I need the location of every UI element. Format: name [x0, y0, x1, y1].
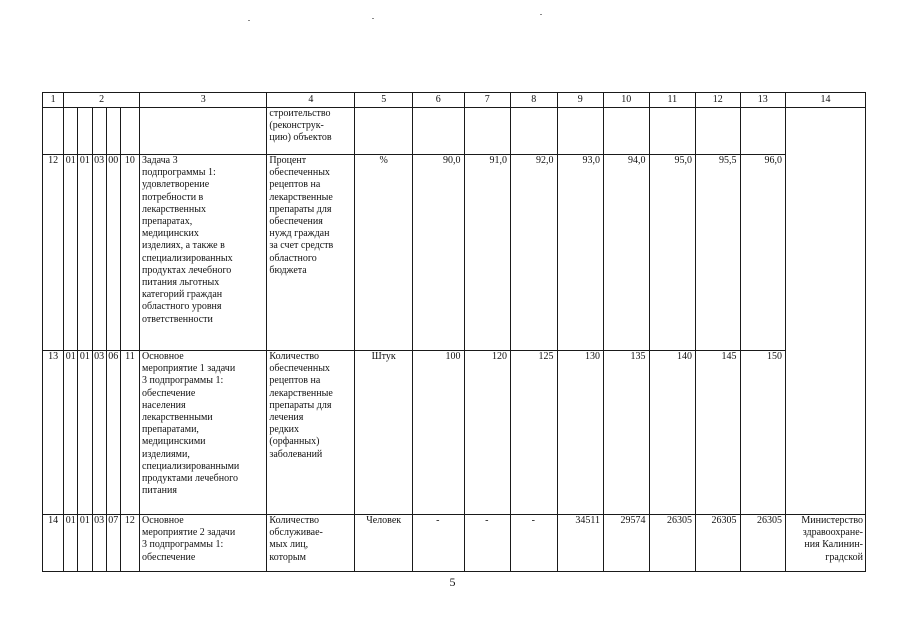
value-cell: - [413, 515, 465, 572]
table-row-13 [43, 351, 866, 515]
header-cell-6: 6 [413, 93, 465, 108]
continuation-indicator: строительство (реконструк- цию) объектов [267, 108, 355, 155]
header-cell-5: 5 [355, 93, 413, 108]
continuation-row [43, 108, 866, 155]
value-cell: - [511, 515, 558, 572]
unit-cell: % [355, 155, 413, 351]
value-cell: 96,0 [740, 155, 785, 351]
value-cell: 145 [696, 351, 740, 515]
code-cell: 06 [106, 351, 120, 515]
row-number: 14 [43, 515, 64, 572]
value-cell: 120 [464, 351, 511, 515]
value-cell: 135 [604, 351, 649, 515]
unit-cell: Штук [355, 351, 413, 515]
table-row-12 [43, 155, 866, 351]
unit-cell: Человек [355, 515, 413, 572]
page-number: 5 [449, 575, 456, 589]
task-name: Основное мероприятие 2 задачи 3 подпрограммы 1: обеспечение [140, 515, 267, 572]
value-cell: 95,5 [696, 155, 740, 351]
task-name: Основное мероприятие 1 задачи 3 подпрограммы 1: обеспечение населения лекарственными препаратами, медицинскими изделиями, специализированными продуктами лечебного питания [140, 351, 267, 515]
code-cell: 01 [64, 515, 78, 572]
header-cell-14: 14 [785, 93, 865, 108]
header-cell-10: 10 [604, 93, 649, 108]
header-cell-4: 4 [267, 93, 355, 108]
value-cell: 94,0 [604, 155, 649, 351]
header-cell-13: 13 [740, 93, 785, 108]
value-cell: 150 [740, 351, 785, 515]
code-cell: 11 [120, 351, 139, 515]
value-cell: 26305 [740, 515, 785, 572]
responsible-cell-merged [785, 108, 865, 515]
value-cell: 91,0 [464, 155, 511, 351]
code-cell: 03 [92, 351, 106, 515]
value-cell: 34511 [557, 515, 604, 572]
row-number: 13 [43, 351, 64, 515]
value-cell: 100 [413, 351, 465, 515]
scan-speck [540, 14, 542, 15]
header-cell-3: 3 [140, 93, 267, 108]
scan-speck [248, 20, 250, 21]
value-cell: 29574 [604, 515, 649, 572]
indicator-name: Количество обеспеченных рецептов на лекарственные препараты для лечения редких (орфанных) заболеваний [267, 351, 355, 515]
code-cell: 03 [92, 515, 106, 572]
task-name: Задача 3 подпрограммы 1: удовлетворение потребности в лекарственных препаратах, медицинских изделиях, а также в специализированных продуктах лечебного питания льготных категорий граждан областного уровня ответственности [140, 155, 267, 351]
code-cell: 03 [92, 155, 106, 351]
code-cell: 10 [120, 155, 139, 351]
code-cell: 01 [64, 155, 78, 351]
header-cell-2: 2 [64, 93, 140, 108]
header-cell-8: 8 [511, 93, 558, 108]
code-cell: 07 [106, 515, 120, 572]
header-cell-1: 1 [43, 93, 64, 108]
value-cell: 26305 [696, 515, 740, 572]
header-cell-9: 9 [557, 93, 604, 108]
program-table [42, 92, 866, 572]
value-cell: 140 [649, 351, 696, 515]
code-cell: 01 [78, 351, 92, 515]
code-cell: 01 [78, 155, 92, 351]
code-cell: 00 [106, 155, 120, 351]
header-cell-12: 12 [696, 93, 740, 108]
value-cell: 130 [557, 351, 604, 515]
value-cell: 26305 [649, 515, 696, 572]
code-cell: 01 [78, 515, 92, 572]
value-cell: 92,0 [511, 155, 558, 351]
value-cell: 93,0 [557, 155, 604, 351]
header-row [43, 93, 866, 108]
table-row-14 [43, 515, 866, 572]
indicator-name: Процент обеспеченных рецептов на лекарственные препараты для обеспечения нужд граждан за счет средств областного бюджета [267, 155, 355, 351]
code-cell: 12 [120, 515, 139, 572]
value-cell: - [464, 515, 511, 572]
code-cell: 01 [64, 351, 78, 515]
scan-speck [372, 18, 374, 19]
value-cell: 90,0 [413, 155, 465, 351]
header-cell-11: 11 [649, 93, 696, 108]
header-cell-7: 7 [464, 93, 511, 108]
responsible-cell: Министерство здравоохране- ния Калинин- градской [785, 515, 865, 572]
value-cell: 125 [511, 351, 558, 515]
value-cell: 95,0 [649, 155, 696, 351]
row-number: 12 [43, 155, 64, 351]
indicator-name: Количество обслуживае- мых лиц, которым [267, 515, 355, 572]
